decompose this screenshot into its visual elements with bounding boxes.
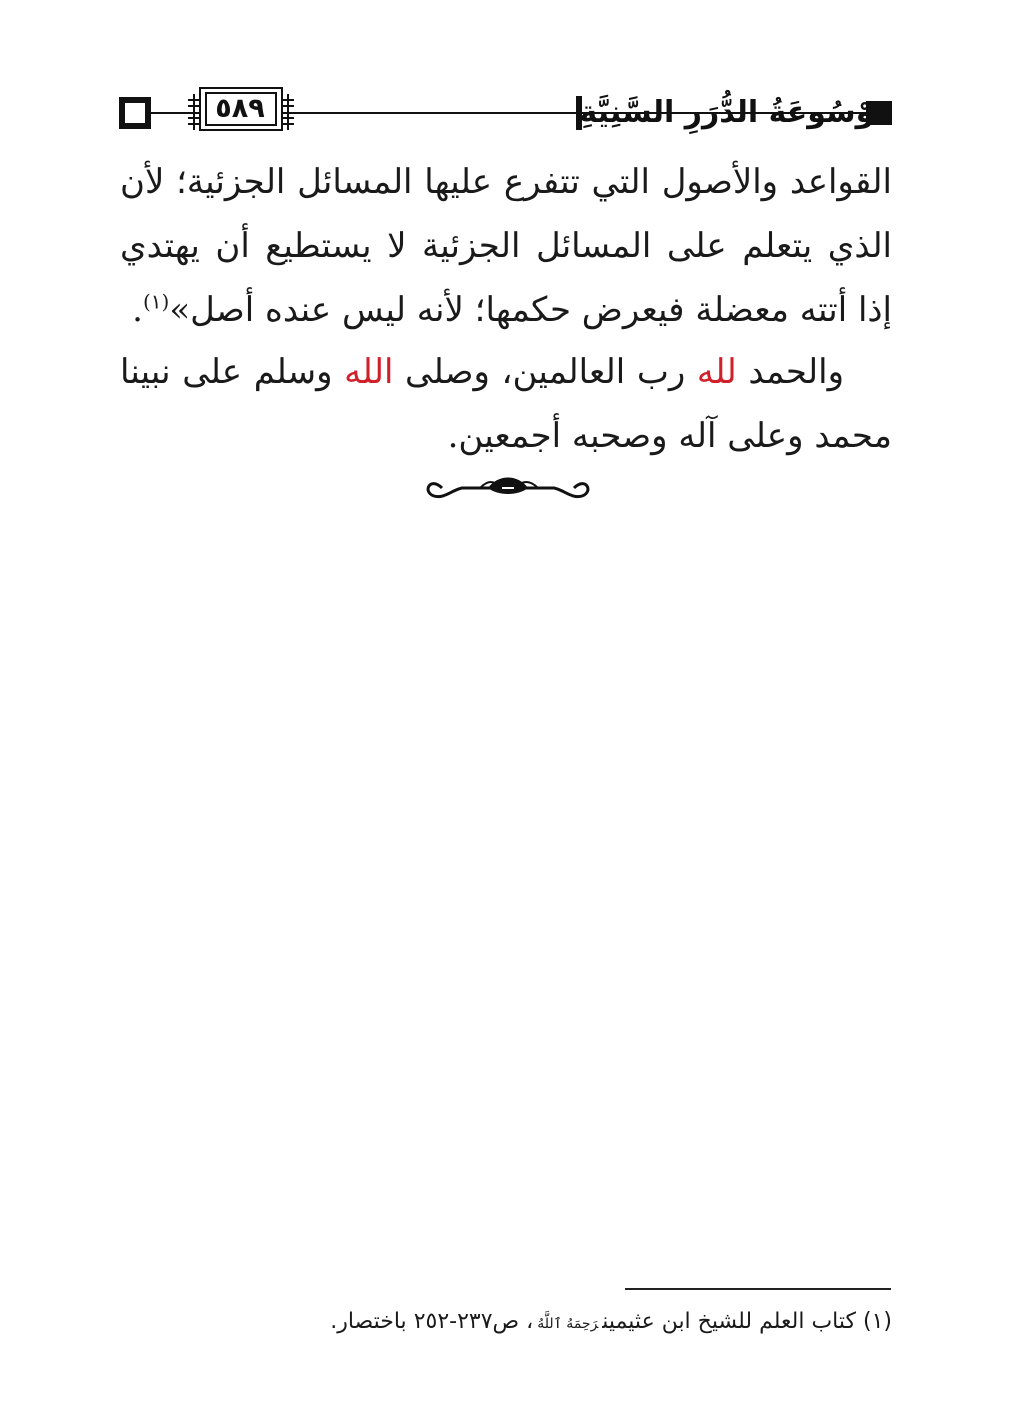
paragraph-1-end: .: [132, 290, 143, 330]
header-title: مَوْسُوعَةُ الدُّرَرِ السَّنِيَّةِ: [579, 95, 893, 130]
paragraph-2-part-1: والحمد: [736, 352, 844, 392]
paragraph-2-part-2: رب العالمين، وصلى: [393, 352, 697, 392]
left-square-ornament: [122, 100, 148, 126]
footnote-text-after: ، ص٢٣٧-٢٥٢ باختصار.: [330, 1309, 534, 1334]
divine-name-1: لله: [696, 352, 737, 392]
footnote-reference[interactable]: (١): [142, 289, 170, 314]
footnote-honorific: رَحِمَهُ ٱللَّهُ: [537, 1316, 599, 1332]
paragraph-2-part-3: وسلم على نبينا محمد وعلى آله وصحبه أجمعين.: [120, 352, 892, 456]
page-header: [0, 0, 1015, 150]
page-number: ٥٨٩: [215, 93, 265, 124]
body-paragraph-2: [120, 340, 892, 468]
body-paragraph-1: [120, 150, 892, 342]
footnote-number: (١): [862, 1309, 892, 1334]
footnote-divider: [625, 1288, 891, 1290]
section-end-ornament-icon: [422, 466, 594, 506]
footnote-text-before: كتاب العلم للشيخ ابن عثيمين: [602, 1309, 856, 1334]
paragraph-1-text: القواعد والأصول التي تتفرع عليها المسائل الجزئية؛ لأن الذي يتعلم على المسائل الجزئية لا يستطيع أن يهتدي إذا أتته معضلة فيعرض حكمها؛ لأنه ليس عنده أصل»: [120, 162, 892, 330]
footnote: [122, 1302, 892, 1344]
divine-name-2: الله: [344, 352, 394, 392]
